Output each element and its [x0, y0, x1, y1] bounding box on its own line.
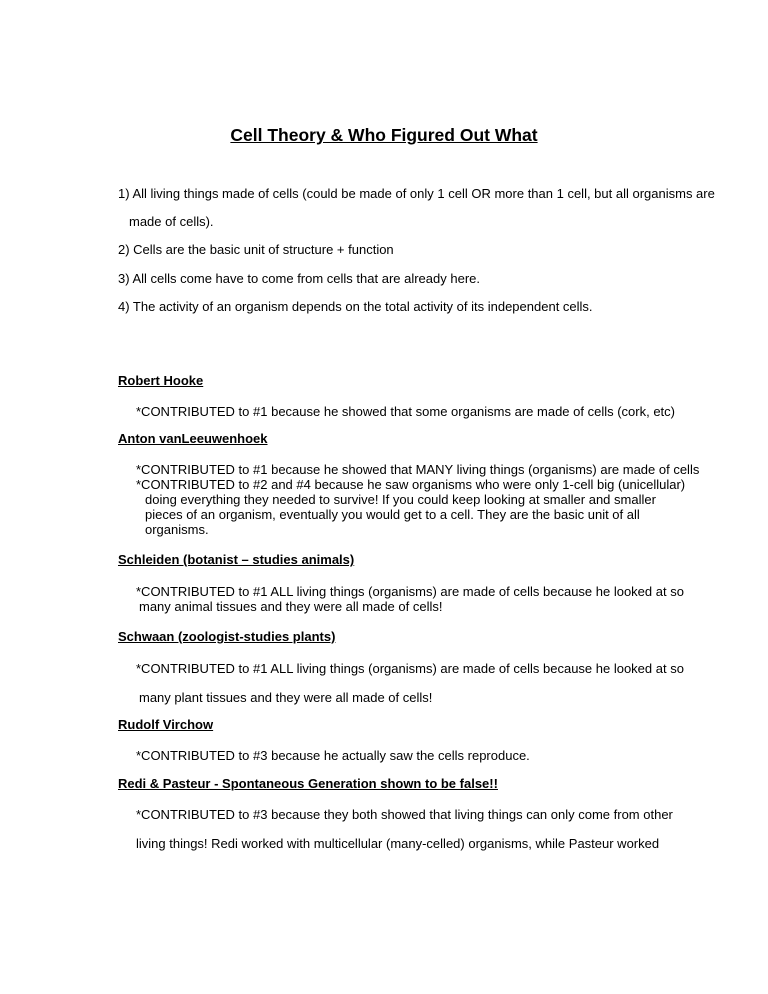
scientist-heading-virchow: Rudolf Virchow	[118, 717, 214, 732]
contribution-line: *CONTRIBUTED to #1 because he showed that MANY living things (organisms) are made of cells	[136, 462, 700, 477]
scientist-heading-schwaan: Schwaan (zoologist-studies plants)	[118, 629, 336, 644]
principle-1-continued: made of cells).	[129, 214, 214, 229]
document-title: Cell Theory & Who Figured Out What	[230, 125, 538, 145]
contribution-line: pieces of an organism, eventually you would get to a cell. They are the basic unit of all	[145, 507, 640, 522]
contribution-line: living things! Redi worked with multicellular (many-celled) organisms, while Pasteur worked	[136, 836, 660, 851]
principle-1: 1) All living things made of cells (could be made of only 1 cell OR more than 1 cell, but all organisms are	[118, 186, 715, 201]
contribution-line: *CONTRIBUTED to #2 and #4 because he saw organisms who were only 1-cell big (unicellular)	[136, 477, 686, 492]
contribution-line: *CONTRIBUTED to #1 ALL living things (organisms) are made of cells because he looked at so	[136, 661, 684, 676]
contribution-line: *CONTRIBUTED to #1 because he showed that some organisms are made of cells (cork, etc)	[136, 404, 675, 419]
scientist-heading-leeuwenhoek: Anton vanLeeuwenhoek	[118, 431, 268, 446]
principle-3: 3) All cells come have to come from cells that are already here.	[118, 271, 480, 286]
principle-4: 4) The activity of an organism depends on the total activity of its independent cells.	[118, 299, 593, 314]
scientist-heading-hooke: Robert Hooke	[118, 373, 204, 388]
contribution-line: *CONTRIBUTED to #1 ALL living things (organisms) are made of cells because he looked at so	[136, 584, 684, 599]
contribution-line: organisms.	[145, 522, 209, 537]
contribution-line: doing everything they needed to survive! If you could keep looking at smaller and smaller	[145, 492, 656, 507]
contribution-line: *CONTRIBUTED to #3 because they both showed that living things can only come from other	[136, 807, 673, 822]
contribution-line: many animal tissues and they were all made of cells!	[139, 599, 443, 614]
principle-2: 2) Cells are the basic unit of structure + function	[118, 242, 394, 257]
contribution-line: *CONTRIBUTED to #3 because he actually saw the cells reproduce.	[136, 748, 530, 763]
scientist-heading-redi-pasteur: Redi & Pasteur - Spontaneous Generation shown to be false!!	[118, 776, 498, 791]
scientist-heading-schleiden: Schleiden (botanist – studies animals)	[118, 552, 355, 567]
contribution-line: many plant tissues and they were all made of cells!	[139, 690, 433, 705]
